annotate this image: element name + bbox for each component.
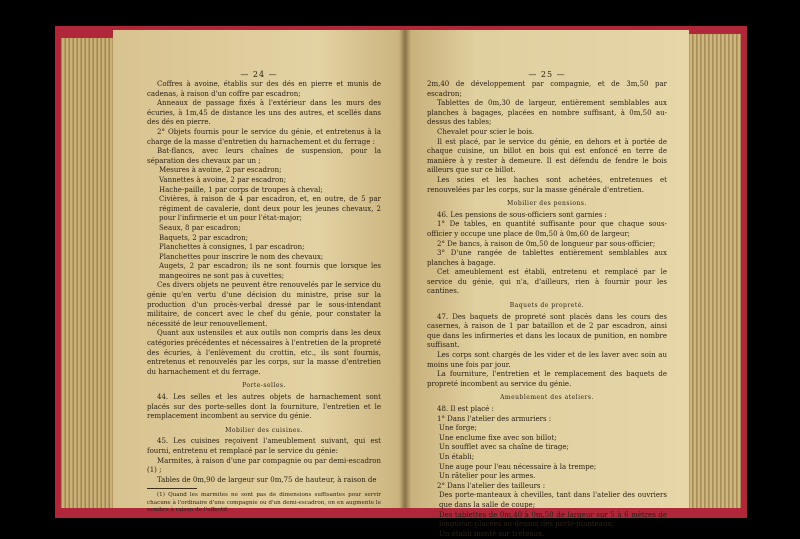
list-item: Seaux, 8 par escadron;	[159, 223, 241, 232]
list-item: Planchettes pour inscrire le nom des chevaux;	[159, 252, 324, 261]
paragraph: 1° Dans l'atelier des armuriers :	[437, 414, 552, 423]
open-book	[55, 22, 747, 538]
list-item: Un établi;	[439, 452, 475, 461]
paragraph: Tables de 0m,90 de largeur sur 0m,75 de hauteur, à raison de	[157, 475, 377, 484]
section-heading: Baquets de propreté.	[509, 302, 585, 310]
right-page	[405, 30, 689, 538]
page-number-left: — 24 —	[240, 70, 278, 79]
paragraph: 1° De tables, en quantité suffisante pour que chaque sous-officier y occupe une place de 0m,50 à 0m,60 de largeur;	[427, 220, 667, 238]
list-item: Une forge;	[439, 424, 477, 433]
section-heading: Porte-selles.	[242, 382, 286, 390]
paragraph: 2m,40 de développement par compagnie, et de 3m,50 par escadron;	[427, 80, 667, 98]
paragraph: Quant aux ustensiles et aux outils non compris dans les deux catégories précédentes et nécessaires à l'entretien de la propreté des écuries, à l'enlèvement du crottin, etc., ils sont fournis, entretenus et renouvelés par les corps, sur la masse d'entretien du harnachement et du ferrage.	[147, 329, 381, 376]
paragraph: Coffres à avoine, établis sur des dés en pierre et munis de cadenas, à raison d'un coffre par escadron;	[147, 80, 381, 98]
paragraph: Tablettes de 0m,30 de largeur, entièrement semblables aux planches à bagages, placées en nombre suffisant, à 0m,50 au-dessus des tables;	[427, 99, 667, 127]
list-item: Un râtelier pour les armes.	[439, 472, 536, 481]
section-heading: Ameublement des ateliers.	[500, 394, 594, 402]
list-item: Une enclume fixe avec son billot;	[439, 433, 557, 442]
list-item: Des porte-manteaux à chevilles, tant dans l'atelier des ouvriers que dans la salle de coupe;	[439, 491, 667, 509]
footnote: (1) Quand les marmites ne sont pas de dimensions suffisantes pour servir chacune à l'ordinaire d'une compagnie ou d'un demi-escadron, on en augmente le nombre à raison de l'effectif.	[147, 492, 381, 514]
paragraph: 2° Dans l'atelier des tailleurs :	[437, 481, 546, 490]
right-page-text	[427, 80, 667, 539]
paragraph: Chevalet pour scier le bois.	[437, 127, 535, 136]
list-item: Un soufflet avec sa chaîne de tirage;	[439, 443, 569, 452]
right-page-stack	[689, 34, 741, 508]
paragraph: Bat-flancs, avec leurs chaînes de suspension, pour la séparation des chevaux par un ;	[147, 147, 381, 165]
left-page-stack	[61, 38, 113, 508]
list-item: Augets, 2 par escadron; ils ne sont fournis que lorsque les mangeoires ne sont pas à cuvettes;	[159, 262, 381, 280]
paragraph: 3° D'une rangée de tablettes entièrement semblables aux planches à bagage.	[427, 249, 667, 267]
list-item: Des tablettes de 0m,40 à 0m,50 de largeur sur 5 à 6 mètres de longueur, placées au-dessus des porte-manteaux;	[439, 510, 667, 529]
paragraph: Il est placé, par le service du génie, en dehors et à portée de chaque cuisine, un billot en bois qui est enfoncé en terre de manière à y rester à demeure. Il est défendu de fendre le bois ailleurs que sur ce billot.	[427, 137, 667, 175]
paragraph: 2° De bancs, à raison de 0m,50 de longueur par sous-officier;	[437, 239, 656, 248]
paragraph: 46. Les pensions de sous-officiers sont garnies :	[437, 210, 607, 219]
left-page	[113, 30, 405, 514]
left-page-text	[147, 80, 381, 515]
paragraph: La fourniture, l'entretien et le remplacement des baquets de propreté incombent au service du génie.	[427, 370, 667, 388]
paragraph: Marmites, à raison d'une par compagnie ou par demi-escadron (1) ;	[147, 456, 381, 475]
list-item: Planchettes à consignes, 1 par escadron;	[159, 243, 305, 252]
paragraph: Les scies et les haches sont achetées, entretenues et renouvelées par les corps, sur la masse générale d'entretien.	[427, 175, 667, 194]
paragraph: 44. Les selles et les autres objets de harnachement sont placés sur des porte-selles dont la fourniture, l'entretien et le remplacement incombent au service du génie.	[147, 393, 381, 421]
page-number-right: — 25 —	[528, 70, 566, 79]
list-item: Mesures à avoine, 2 par escadron;	[159, 166, 282, 175]
list-item: Vannettes à avoine, 2 par escadron;	[159, 175, 287, 184]
paragraph: Cet ameublement est établi, entretenu et remplacé par le service du génie, qui n'a, d'ailleurs, rien à fournir pour les cantines.	[427, 268, 667, 296]
paragraph: 2° Objets fournis pour le service du génie, et entretenus à la charge de la masse d'entretien du harnachement et du ferrage :	[147, 127, 381, 146]
book-gutter	[399, 30, 411, 508]
section-heading: Mobilier des pensions.	[507, 200, 587, 208]
list-item: Une auge pour l'eau nécessaire à la trempe;	[439, 462, 597, 471]
footnote-rule	[147, 488, 197, 489]
list-item: Baquets, 2 par escadron;	[159, 233, 248, 242]
paragraph: Anneaux de passage fixés à l'extérieur dans les murs des écuries, à 1m,45 de distance les uns des autres, et scellés dans des dés en pierre.	[147, 99, 381, 127]
paragraph: 47. Des baquets de propreté sont placés dans les cours des casernes, à raison de 1 par bataillon et de 2 par escadron, ainsi que dans les infirmeries et dans les locaux de punition, en nombre suffisant.	[427, 312, 667, 350]
list-item: Hache-paille, 1 par corps de troupes à cheval;	[159, 185, 323, 194]
paragraph: Les corps sont chargés de les vider et de les laver avec soin au moins une fois par jour.	[427, 351, 667, 369]
list-item: Un établi monté sur tréteaux.	[439, 529, 545, 538]
section-heading: Mobilier des cuisines.	[225, 426, 303, 434]
paragraph: 45. Les cuisines reçoivent l'ameublement suivant, qui est fourni, entretenu et remplacé par le service du génie:	[147, 437, 381, 455]
list-item: Civières, à raison de 4 par escadron, et, en outre, de 5 par régiment de cavalerie, dont deux pour les jeunes chevaux, 2 pour l'infirmerie et un pour l'état-major;	[159, 195, 381, 223]
paragraph: 48. Il est placé :	[437, 405, 494, 413]
paragraph: Ces divers objets ne peuvent être renouvelés par le service du génie qu'en vertu d'une décision du ministre, prise sur la production d'un procès-verbal dressé par le sous-intendant militaire, de concert avec le chef du génie, pour constater la nécessité de leur renouvellement.	[147, 281, 381, 328]
